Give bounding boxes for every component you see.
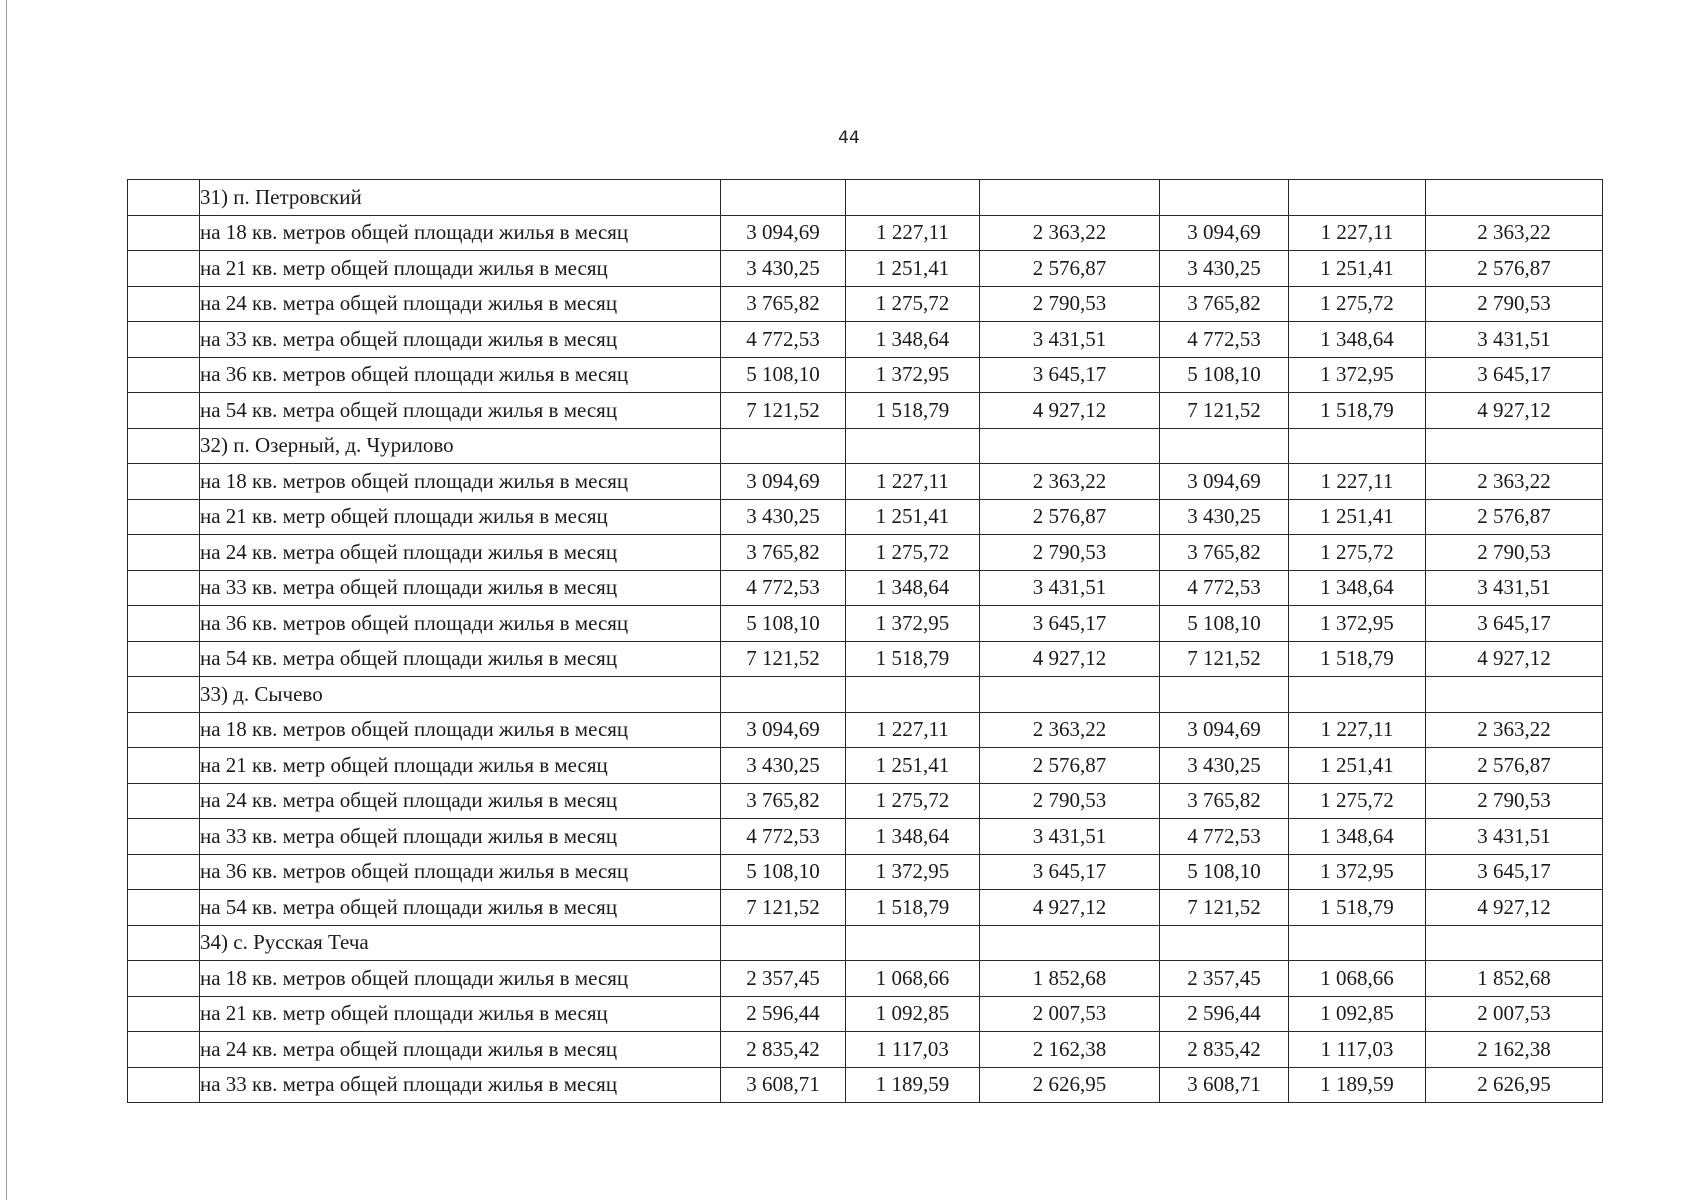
value-cell: 1 189,59 — [846, 1067, 980, 1103]
value-cell: 1 068,66 — [1289, 961, 1426, 997]
index-cell — [128, 1067, 200, 1103]
value-cell: 3 430,25 — [1160, 251, 1289, 287]
value-cell: 1 372,95 — [1289, 606, 1426, 642]
value-cell: 7 121,52 — [1160, 641, 1289, 677]
index-cell — [128, 606, 200, 642]
table-row — [128, 357, 1603, 393]
row-label: на 18 кв. метров общей площади жилья в месяц — [200, 464, 721, 500]
table-row — [128, 890, 1603, 926]
empty-value-cell — [1160, 925, 1289, 961]
value-cell: 7 121,52 — [721, 890, 846, 926]
value-cell: 2 790,53 — [980, 535, 1160, 571]
value-cell: 3 094,69 — [1160, 215, 1289, 251]
empty-value-cell — [980, 677, 1160, 713]
value-cell: 1 348,64 — [846, 570, 980, 606]
table-row — [128, 535, 1603, 571]
value-cell: 1 275,72 — [846, 535, 980, 571]
value-cell: 4 772,53 — [721, 322, 846, 358]
table-row — [128, 783, 1603, 819]
row-label: на 21 кв. метр общей площади жилья в месяц — [200, 251, 721, 287]
section-header-row — [128, 428, 1603, 464]
empty-value-cell — [1426, 180, 1603, 216]
value-cell: 3 094,69 — [721, 464, 846, 500]
empty-value-cell — [980, 180, 1160, 216]
value-cell: 2 790,53 — [1426, 286, 1603, 322]
index-cell — [128, 890, 200, 926]
value-cell: 3 645,17 — [1426, 357, 1603, 393]
value-cell: 1 372,95 — [846, 357, 980, 393]
value-cell: 1 227,11 — [846, 464, 980, 500]
empty-value-cell — [846, 180, 980, 216]
empty-value-cell — [721, 677, 846, 713]
value-cell: 2 576,87 — [1426, 251, 1603, 287]
table-row — [128, 854, 1603, 890]
index-cell — [128, 961, 200, 997]
value-cell: 2 790,53 — [980, 286, 1160, 322]
index-cell — [128, 393, 200, 429]
value-cell: 1 227,11 — [846, 215, 980, 251]
value-cell: 7 121,52 — [1160, 890, 1289, 926]
row-label: на 33 кв. метра общей площади жилья в месяц — [200, 322, 721, 358]
value-cell: 3 608,71 — [1160, 1067, 1289, 1103]
row-label: на 36 кв. метров общей площади жилья в месяц — [200, 606, 721, 642]
table-row — [128, 996, 1603, 1032]
value-cell: 2 626,95 — [980, 1067, 1160, 1103]
value-cell: 1 372,95 — [846, 854, 980, 890]
section-header-row — [128, 925, 1603, 961]
row-label: на 54 кв. метра общей площади жилья в месяц — [200, 641, 721, 677]
value-cell: 5 108,10 — [721, 357, 846, 393]
row-label: на 54 кв. метра общей площади жилья в месяц — [200, 890, 721, 926]
value-cell: 1 117,03 — [1289, 1032, 1426, 1068]
value-cell: 4 772,53 — [721, 819, 846, 855]
empty-value-cell — [1426, 428, 1603, 464]
index-cell — [128, 215, 200, 251]
value-cell: 1 348,64 — [1289, 819, 1426, 855]
value-cell: 3 431,51 — [1426, 819, 1603, 855]
value-cell: 3 645,17 — [1426, 854, 1603, 890]
table-row — [128, 570, 1603, 606]
scan-edge-line — [6, 0, 7, 1200]
value-cell: 2 162,38 — [1426, 1032, 1603, 1068]
value-cell: 1 348,64 — [1289, 322, 1426, 358]
value-cell: 1 227,11 — [1289, 712, 1426, 748]
table-row — [128, 322, 1603, 358]
value-cell: 5 108,10 — [1160, 357, 1289, 393]
value-cell: 3 430,25 — [1160, 748, 1289, 784]
section-title: 33) д. Сычево — [200, 677, 721, 713]
index-cell — [128, 251, 200, 287]
value-cell: 4 927,12 — [980, 641, 1160, 677]
index-cell — [128, 322, 200, 358]
table-row — [128, 712, 1603, 748]
empty-value-cell — [1160, 428, 1289, 464]
row-label: на 21 кв. метр общей площади жилья в месяц — [200, 499, 721, 535]
table-row — [128, 464, 1603, 500]
empty-value-cell — [980, 428, 1160, 464]
table-row — [128, 215, 1603, 251]
value-cell: 4 772,53 — [1160, 819, 1289, 855]
value-cell: 3 094,69 — [1160, 712, 1289, 748]
value-cell: 1 348,64 — [846, 322, 980, 358]
row-label: на 33 кв. метра общей площади жилья в месяц — [200, 819, 721, 855]
value-cell: 1 518,79 — [1289, 641, 1426, 677]
value-cell: 2 790,53 — [980, 783, 1160, 819]
table-row — [128, 499, 1603, 535]
table-row — [128, 606, 1603, 642]
value-cell: 3 431,51 — [1426, 570, 1603, 606]
value-cell: 1 251,41 — [1289, 251, 1426, 287]
value-cell: 1 518,79 — [1289, 890, 1426, 926]
value-cell: 7 121,52 — [721, 393, 846, 429]
value-cell: 1 092,85 — [1289, 996, 1426, 1032]
value-cell: 3 431,51 — [980, 322, 1160, 358]
value-cell: 1 852,68 — [980, 961, 1160, 997]
section-title: 32) п. Озерный, д. Чурилово — [200, 428, 721, 464]
value-cell: 3 430,25 — [721, 251, 846, 287]
value-cell: 3 430,25 — [1160, 499, 1289, 535]
value-cell: 2 363,22 — [1426, 712, 1603, 748]
empty-value-cell — [1160, 677, 1289, 713]
value-cell: 1 518,79 — [846, 890, 980, 926]
value-cell: 1 227,11 — [1289, 464, 1426, 500]
empty-value-cell — [1426, 925, 1603, 961]
value-cell: 1 251,41 — [846, 748, 980, 784]
value-cell: 1 518,79 — [846, 393, 980, 429]
empty-value-cell — [846, 428, 980, 464]
value-cell: 3 430,25 — [721, 748, 846, 784]
row-label: на 33 кв. метра общей площади жилья в месяц — [200, 1067, 721, 1103]
section-title: 34) с. Русская Теча — [200, 925, 721, 961]
value-cell: 3 645,17 — [980, 606, 1160, 642]
value-cell: 3 645,17 — [980, 854, 1160, 890]
empty-value-cell — [1426, 677, 1603, 713]
index-cell — [128, 1032, 200, 1068]
empty-value-cell — [1160, 180, 1289, 216]
value-cell: 1 251,41 — [846, 499, 980, 535]
value-cell: 4 927,12 — [1426, 890, 1603, 926]
index-cell — [128, 996, 200, 1032]
index-cell — [128, 712, 200, 748]
value-cell: 2 007,53 — [1426, 996, 1603, 1032]
value-cell: 3 094,69 — [721, 712, 846, 748]
value-cell: 2 162,38 — [980, 1032, 1160, 1068]
value-cell: 1 251,41 — [1289, 499, 1426, 535]
value-cell: 1 068,66 — [846, 961, 980, 997]
index-cell — [128, 499, 200, 535]
value-cell: 1 852,68 — [1426, 961, 1603, 997]
value-cell: 1 372,95 — [1289, 357, 1426, 393]
index-cell — [128, 641, 200, 677]
section-header-row — [128, 677, 1603, 713]
table-row — [128, 961, 1603, 997]
value-cell: 3 765,82 — [1160, 535, 1289, 571]
value-cell: 3 431,51 — [980, 819, 1160, 855]
value-cell: 2 363,22 — [1426, 464, 1603, 500]
value-cell: 1 275,72 — [1289, 783, 1426, 819]
empty-value-cell — [721, 180, 846, 216]
value-cell: 7 121,52 — [721, 641, 846, 677]
value-cell: 2 596,44 — [1160, 996, 1289, 1032]
value-cell: 3 094,69 — [721, 215, 846, 251]
value-cell: 1 348,64 — [1289, 570, 1426, 606]
value-cell: 1 251,41 — [1289, 748, 1426, 784]
index-cell — [128, 677, 200, 713]
row-label: на 24 кв. метра общей площади жилья в месяц — [200, 286, 721, 322]
row-label: на 21 кв. метр общей площади жилья в месяц — [200, 748, 721, 784]
value-cell: 1 518,79 — [1289, 393, 1426, 429]
value-cell: 3 765,82 — [721, 783, 846, 819]
value-cell: 1 092,85 — [846, 996, 980, 1032]
value-cell: 3 765,82 — [721, 535, 846, 571]
value-cell: 2 357,45 — [721, 961, 846, 997]
value-cell: 4 927,12 — [980, 393, 1160, 429]
row-label: на 18 кв. метров общей площади жилья в месяц — [200, 712, 721, 748]
index-cell — [128, 925, 200, 961]
index-cell — [128, 535, 200, 571]
page-number: 44 — [838, 128, 860, 148]
row-label: на 36 кв. метров общей площади жилья в месяц — [200, 854, 721, 890]
row-label: на 18 кв. метров общей площади жилья в месяц — [200, 215, 721, 251]
index-cell — [128, 783, 200, 819]
row-label: на 54 кв. метра общей площади жилья в месяц — [200, 393, 721, 429]
empty-value-cell — [846, 925, 980, 961]
value-cell: 2 790,53 — [1426, 535, 1603, 571]
empty-value-cell — [980, 925, 1160, 961]
value-cell: 1 227,11 — [846, 712, 980, 748]
value-cell: 3 430,25 — [721, 499, 846, 535]
value-cell: 1 348,64 — [846, 819, 980, 855]
index-cell — [128, 570, 200, 606]
value-cell: 2 835,42 — [1160, 1032, 1289, 1068]
value-cell: 2 363,22 — [980, 215, 1160, 251]
table-row — [128, 251, 1603, 287]
value-cell: 2 576,87 — [980, 748, 1160, 784]
value-cell: 1 117,03 — [846, 1032, 980, 1068]
value-cell: 2 576,87 — [1426, 499, 1603, 535]
value-cell: 5 108,10 — [1160, 854, 1289, 890]
value-cell: 3 765,82 — [721, 286, 846, 322]
value-cell: 4 772,53 — [1160, 322, 1289, 358]
tariff-table-body — [128, 180, 1603, 1103]
table-row — [128, 1067, 1603, 1103]
value-cell: 2 835,42 — [721, 1032, 846, 1068]
row-label: на 36 кв. метров общей площади жилья в месяц — [200, 357, 721, 393]
value-cell: 3 765,82 — [1160, 783, 1289, 819]
value-cell: 2 576,87 — [1426, 748, 1603, 784]
value-cell: 2 576,87 — [980, 499, 1160, 535]
value-cell: 3 645,17 — [980, 357, 1160, 393]
value-cell: 1 518,79 — [846, 641, 980, 677]
index-cell — [128, 854, 200, 890]
value-cell: 1 275,72 — [846, 286, 980, 322]
table-row — [128, 393, 1603, 429]
row-label: на 33 кв. метра общей площади жилья в месяц — [200, 570, 721, 606]
value-cell: 3 431,51 — [1426, 322, 1603, 358]
empty-value-cell — [846, 677, 980, 713]
value-cell: 1 275,72 — [1289, 535, 1426, 571]
section-title: 31) п. Петровский — [200, 180, 721, 216]
value-cell: 2 363,22 — [1426, 215, 1603, 251]
value-cell: 5 108,10 — [721, 606, 846, 642]
table-row — [128, 641, 1603, 677]
value-cell: 7 121,52 — [1160, 393, 1289, 429]
value-cell: 1 372,95 — [846, 606, 980, 642]
value-cell: 2 576,87 — [980, 251, 1160, 287]
index-cell — [128, 357, 200, 393]
value-cell: 4 772,53 — [1160, 570, 1289, 606]
value-cell: 3 431,51 — [980, 570, 1160, 606]
value-cell: 5 108,10 — [1160, 606, 1289, 642]
table-row — [128, 1032, 1603, 1068]
index-cell — [128, 286, 200, 322]
index-cell — [128, 819, 200, 855]
table-row — [128, 286, 1603, 322]
value-cell: 2 007,53 — [980, 996, 1160, 1032]
empty-value-cell — [1289, 925, 1426, 961]
value-cell: 1 251,41 — [846, 251, 980, 287]
tariff-table — [127, 179, 1603, 1103]
empty-value-cell — [1289, 428, 1426, 464]
row-label: на 21 кв. метр общей площади жилья в месяц — [200, 996, 721, 1032]
value-cell: 1 372,95 — [1289, 854, 1426, 890]
section-header-row — [128, 180, 1603, 216]
value-cell: 1 189,59 — [1289, 1067, 1426, 1103]
index-cell — [128, 180, 200, 216]
index-cell — [128, 464, 200, 500]
empty-value-cell — [721, 925, 846, 961]
empty-value-cell — [1289, 677, 1426, 713]
row-label: на 24 кв. метра общей площади жилья в месяц — [200, 783, 721, 819]
value-cell: 2 596,44 — [721, 996, 846, 1032]
value-cell: 2 363,22 — [980, 464, 1160, 500]
index-cell — [128, 428, 200, 464]
value-cell: 3 094,69 — [1160, 464, 1289, 500]
row-label: на 18 кв. метров общей площади жилья в месяц — [200, 961, 721, 997]
value-cell: 4 927,12 — [1426, 393, 1603, 429]
value-cell: 3 608,71 — [721, 1067, 846, 1103]
value-cell: 3 765,82 — [1160, 286, 1289, 322]
value-cell: 4 927,12 — [980, 890, 1160, 926]
index-cell — [128, 748, 200, 784]
value-cell: 4 772,53 — [721, 570, 846, 606]
value-cell: 5 108,10 — [721, 854, 846, 890]
value-cell: 1 275,72 — [846, 783, 980, 819]
empty-value-cell — [721, 428, 846, 464]
value-cell: 2 363,22 — [980, 712, 1160, 748]
value-cell: 2 790,53 — [1426, 783, 1603, 819]
value-cell: 1 275,72 — [1289, 286, 1426, 322]
value-cell: 2 626,95 — [1426, 1067, 1603, 1103]
row-label: на 24 кв. метра общей площади жилья в месяц — [200, 1032, 721, 1068]
value-cell: 1 227,11 — [1289, 215, 1426, 251]
value-cell: 4 927,12 — [1426, 641, 1603, 677]
value-cell: 3 645,17 — [1426, 606, 1603, 642]
table-row — [128, 819, 1603, 855]
empty-value-cell — [1289, 180, 1426, 216]
row-label: на 24 кв. метра общей площади жилья в месяц — [200, 535, 721, 571]
table-row — [128, 748, 1603, 784]
value-cell: 2 357,45 — [1160, 961, 1289, 997]
